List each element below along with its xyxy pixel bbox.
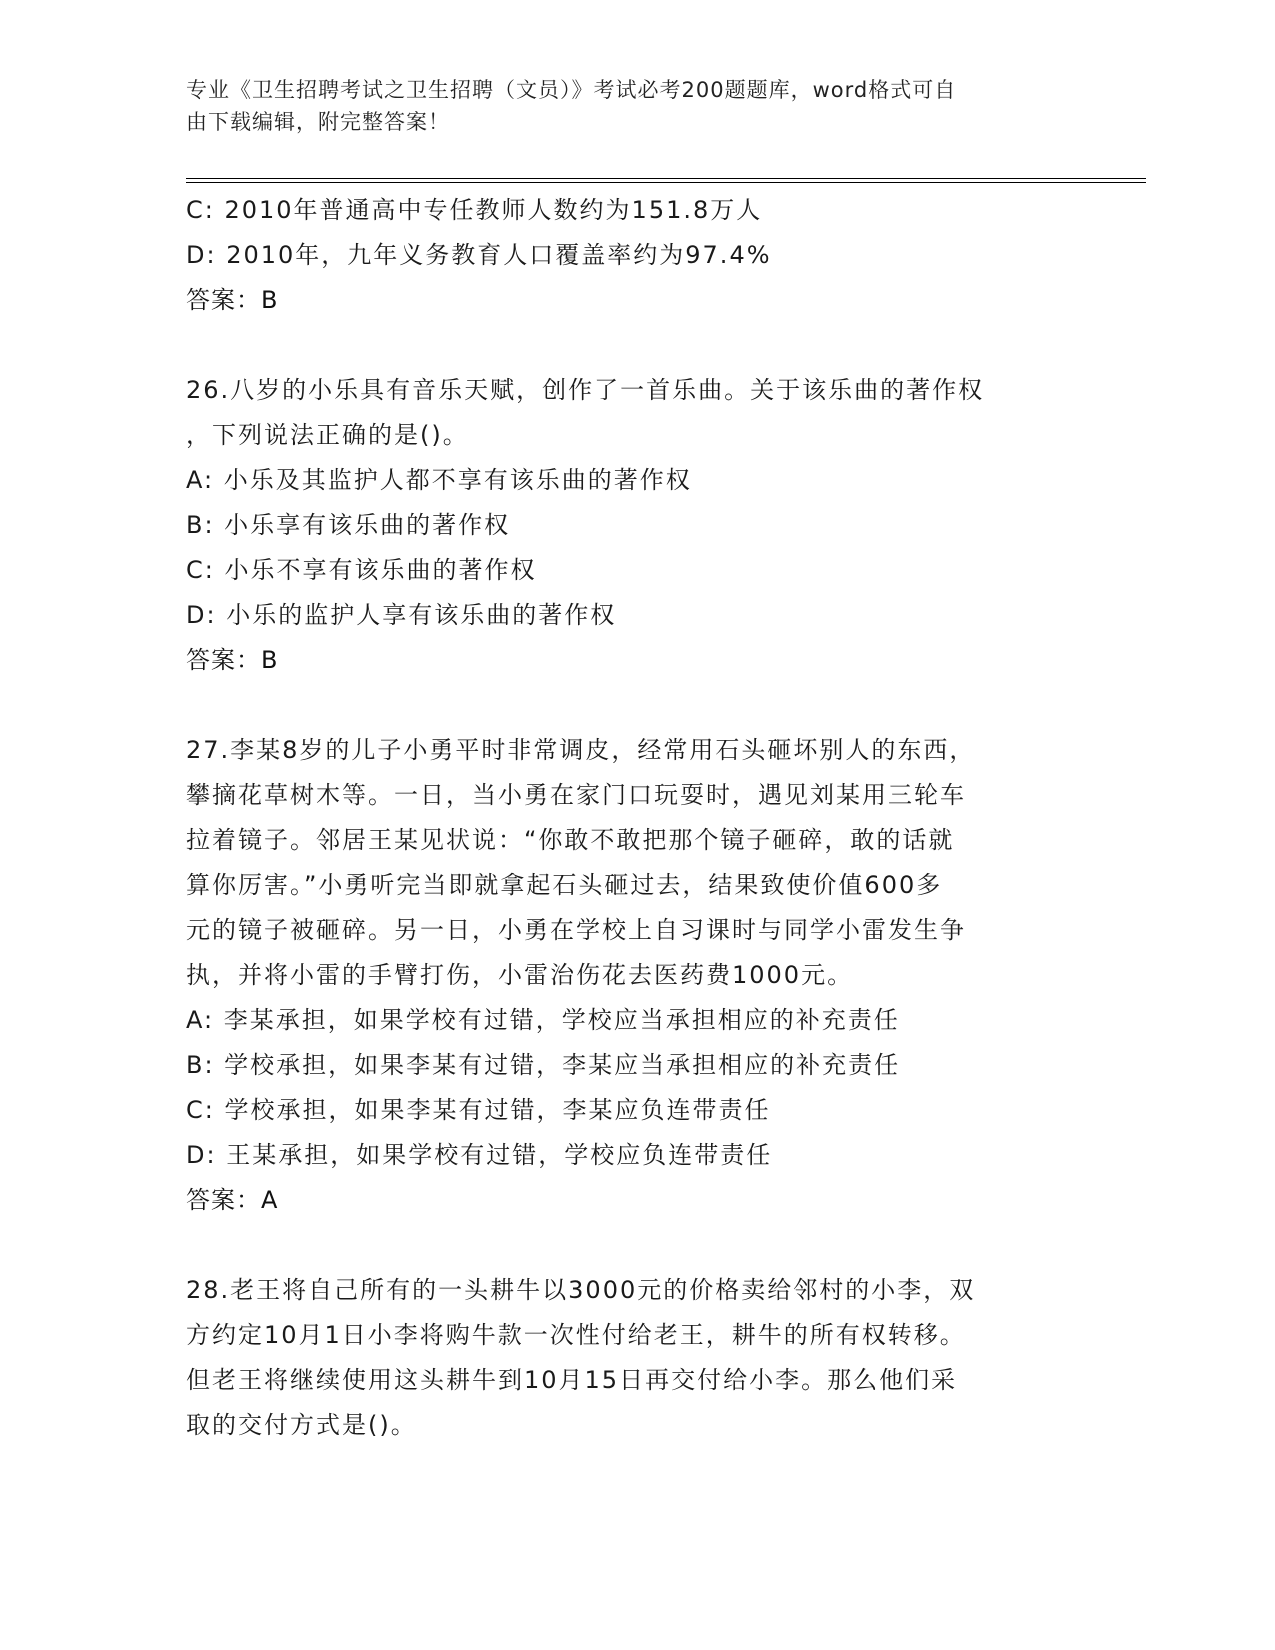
header-line-1: 专业《卫生招聘考试之卫生招聘（文员）》考试必考200题题库，word格式可自 [186,78,957,102]
answer-line: 答案：A [186,1186,279,1214]
spacer [186,323,1066,368]
question-stem-line: 元的镜子被砸碎。另一日，小勇在学校上自习课时与同学小雷发生争 [186,916,966,944]
option-line: B: 学校承担，如果李某有过错，李某应当承担相应的补充责任 [186,1051,901,1079]
option-line: A: 小乐及其监护人都不享有该乐曲的著作权 [186,466,692,494]
option-line: A: 李某承担，如果学校有过错，学校应当承担相应的补充责任 [186,1006,900,1034]
answer-line: 答案：B [186,286,279,314]
question-stem-line: 攀摘花草树木等。一日，当小勇在家门口玩耍时，遇见刘某用三轮车 [186,781,966,809]
option-line: C: 学校承担，如果李某有过错，李某应负连带责任 [186,1096,771,1124]
question-26 [186,368,1066,683]
option-line: D: 2010年，九年义务教育人口覆盖率约为97.4% [186,241,772,269]
question-stem-line: 取的交付方式是()。 [186,1411,417,1439]
question-stem-line: 28.老王将自己所有的一头耕牛以3000元的价格卖给邻村的小李，双 [186,1276,976,1304]
question-stem-line: 算你厉害。”小勇听完当即就拿起石头砸过去，结果致使价值600多 [186,871,943,899]
question-28 [186,1268,1066,1448]
question-stem-line: 27.李某8岁的儿子小勇平时非常调皮，经常用石头砸坏别人的东西， [186,736,976,764]
question-content [186,188,1066,1448]
previous-question-tail [186,188,1066,323]
question-stem-line: 方约定10月1日小李将购牛款一次性付给老王，耕牛的所有权转移。 [186,1321,966,1349]
option-line: B: 小乐享有该乐曲的著作权 [186,511,511,539]
question-stem-line: 但老王将继续使用这头耕牛到10月15日再交付给小李。那么他们采 [186,1366,958,1394]
answer-line: 答案：B [186,646,279,674]
question-stem-line: 拉着镜子。邻居王某见状说：“你敢不敢把那个镜子砸碎，敢的话就 [186,826,955,854]
spacer [186,683,1066,728]
question-stem-line: ，下列说法正确的是()。 [186,421,469,449]
header-divider [186,178,1146,183]
question-stem-line: 26.八岁的小乐具有音乐天赋，创作了一首乐曲。关于该乐曲的著作权 [186,376,985,404]
spacer [186,1223,1066,1268]
option-line: D: 王某承担，如果学校有过错，学校应负连带责任 [186,1141,773,1169]
header-line-2: 由下载编辑，附完整答案！ [186,110,450,134]
option-line: D: 小乐的监护人享有该乐曲的著作权 [186,601,617,629]
document-header [186,74,1066,138]
option-line: C: 小乐不享有该乐曲的著作权 [186,556,537,584]
question-27 [186,728,1066,1223]
option-line: C: 2010年普通高中专任教师人数约为151.8万人 [186,196,763,224]
question-stem-line: 执，并将小雷的手臂打伤，小雷治伤花去医药费1000元。 [186,961,854,989]
